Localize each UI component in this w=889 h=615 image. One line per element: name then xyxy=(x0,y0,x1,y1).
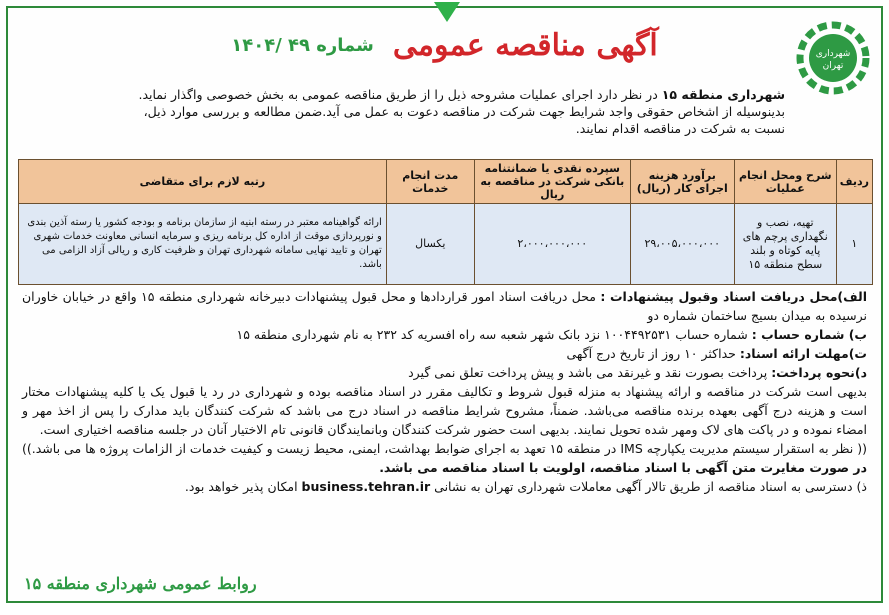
intro-text-3: نسبت به شرکت در مناقصه اقدام نمایند. xyxy=(575,121,785,136)
col-row-no: ردیف xyxy=(836,160,872,204)
section-a-label: الف)محل دریافت اسناد وقبول پیشنهادات : xyxy=(600,289,868,304)
access-text-b: امکان پذیر خواهد بود. xyxy=(184,479,302,494)
section-c-label: ت)مهلت ارائه اسناد: xyxy=(739,346,867,361)
table-header-row xyxy=(19,160,873,204)
section-d-text: پرداخت بصورت نقد و غیرنقد می باشد و پیش پرداخت تعلق نمی گیرد xyxy=(408,365,772,380)
ims-text: (( نظر به استقرار سیستم مدیریت یکپارچه IMS در منطقه ۱۵ تعهد به اجرای ضوابط بهداشت، ایمنی، محیط زیست و کیفیت خدمات از الزامات پروژه ها می باشد.)) xyxy=(22,441,867,456)
section-b xyxy=(22,325,867,344)
cell-description: تهیه، نصب و نگهداری پرچم های پایه کوتاه و بلند سطح منطقه ۱۵ xyxy=(734,204,836,285)
svg-text:تهران: تهران xyxy=(822,61,844,71)
col-deposit: سپرده نقدی یا ضمانتنامه بانکی شرکت در مناقصه به ریال xyxy=(474,160,630,204)
col-estimate: برآورد هزینه اجرای کار (ریال) xyxy=(630,160,734,204)
cell-duration: یکسال xyxy=(386,204,474,285)
section-a-text: محل دریافت اسناد امور قراردادها و محل قبول پیشنهادات دبیرخانه شهرداری منطقه ۱۵ واقع در خیابان خاوران نرسیده به میدان بسیج ساختمان شماره دو xyxy=(22,289,867,323)
business-url-link[interactable]: business.tehran.ir xyxy=(301,479,431,494)
cell-deposit: ۲،۰۰۰،۰۰۰،۰۰۰ xyxy=(474,204,630,285)
svg-text:شهرداری: شهرداری xyxy=(815,49,851,59)
org-name: شهرداری منطقه ۱۵ xyxy=(661,87,785,102)
section-d-label: د)نحوه پرداخت: xyxy=(771,365,867,380)
section-d xyxy=(22,363,867,382)
priority-text: در صورت مغایرت متن آگهی با اسناد مناقصه، اولویت با اسناد مناقصه می باشد. xyxy=(379,460,867,475)
cell-estimate: ۲۹،۰۰۵،۰۰۰،۰۰۰ xyxy=(630,204,734,285)
ims-paragraph xyxy=(22,439,867,477)
intro-paragraph xyxy=(22,86,785,137)
cell-qualification: ارائه گواهینامه معتبر در رسته ابنیه از سازمان برنامه و بودجه کشور یا رسته آذین بندی و نورپردازی موقت از اداره کل برنامه ریزی و سرمایه انسانی معاونت خدمات شهری تهران و تایید نهایی سامانه شهرداری تهران و ظرفیت کاری و ریالی آزاد الزامی می باشد. xyxy=(19,204,387,285)
section-c xyxy=(22,344,867,363)
table-row xyxy=(19,204,873,285)
intro-text-1: در نظر دارد اجرای عملیات مشروحه ذیل را از طریق مناقصه عمومی به بخش خصوصی واگذار نماید. xyxy=(138,87,662,102)
access-paragraph xyxy=(22,477,867,496)
header xyxy=(8,28,881,63)
col-qualification: رتبه لازم برای متقاضی xyxy=(19,160,387,204)
public-relations-signature: روابط عمومی شهرداری منطقه ۱۵ xyxy=(24,574,257,593)
top-marker xyxy=(434,2,460,22)
section-a xyxy=(22,287,867,325)
tender-notice xyxy=(6,6,883,603)
col-duration: مدت انجام خدمات xyxy=(386,160,474,204)
notice-title: آگهی مناقصه عمومی xyxy=(392,28,658,63)
intro-text-2: بدینوسیله از اشخاص حقوقی واجد شرایط جهت شرکت در مناقصه دعوت به عمل می آید.ضمن مطالعه و بررسی موارد ذیل، xyxy=(143,104,785,119)
cell-row-no: ۱ xyxy=(836,204,872,285)
col-description: شرح ومحل انجام عملیات xyxy=(734,160,836,204)
tender-table xyxy=(18,159,873,285)
section-c-text: حداکثر ۱۰ روز از تاریخ درج آگهی xyxy=(566,346,740,361)
section-b-text: شماره حساب ۱۰۰۴۴۹۲۵۳۱ نزد بانک شهر شعبه سه راه افسریه کد ۲۳۲ به نام شهرداری منطقه ۱۵ xyxy=(236,327,752,342)
access-text-a: ذ) دسترسی به اسناد مناقصه از طریق تالار آگهی معاملات شهرداری تهران به نشانی xyxy=(430,479,867,494)
terms-paragraph: بدیهی است شرکت در مناقصه و ارائه پیشنهاد به منزله قبول شروط و تکالیف مقرر در اسناد مناقصه بوده و شهرداری در رد یا قبول یک یا کلیه پیشنهادات مختار است و هزینه درج آگهی بعهده برنده مناقصه می‌باشد. ضمناً، مشروح شرایط مناقصه در اسناد درج می باشد که شرکت کنندگان باید مدارک را پس از اخذ مهر و امضاء نموده و در پاکت های لاک ومهر شده تحویل نمایند. بدیهی است حضور شرکت کنندگان وبانمایندگان قانونی تام الاختیار آنان در جلسه مناقصه اختیاری است. xyxy=(22,384,867,437)
section-b-label: ب) شماره حساب : xyxy=(751,327,867,342)
notice-number: شماره ۴۹ /۱۴۰۴ xyxy=(231,35,374,56)
notice-body xyxy=(22,287,867,496)
